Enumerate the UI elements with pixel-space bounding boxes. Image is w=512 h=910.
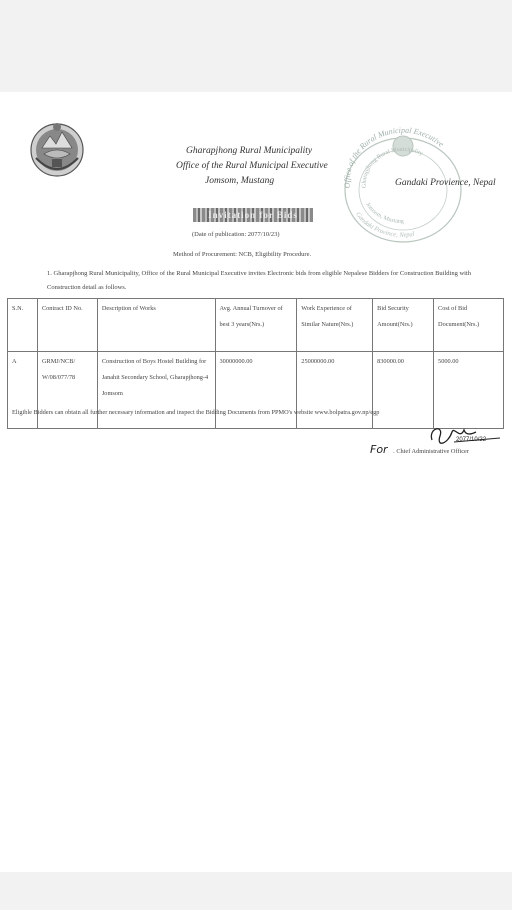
cell-sn: A	[8, 352, 38, 429]
viewer-top-bar	[0, 0, 512, 92]
publication-date: (Date of publication: 2077/10/23)	[192, 231, 280, 238]
viewer-bottom-bar	[0, 872, 512, 910]
province-name: Gandaki Provience, Nepal	[395, 178, 496, 188]
cell-bid-security: 830000.00	[373, 352, 434, 429]
signatory-title: . Chief Administrative Officer	[393, 448, 469, 455]
footer-note: Eligible Bidders can obtain all further necessary information and inspect the Bidding Documents from PPMO's website www.bolpatra.gov.np/egp	[12, 409, 380, 416]
stamp-bottom-text: Gandaki Province, Nepal	[354, 211, 415, 239]
table-header-row	[8, 299, 504, 352]
office-location: Jomsom, Mustang	[205, 176, 275, 186]
header-sn: S.N.	[8, 299, 38, 352]
header-experience: Work Experience of Similar Nature(Nrs.)	[297, 299, 373, 352]
procurement-method: Method of Procurement: NCB, Eligibility Procedure.	[173, 251, 312, 258]
header-bid-security: Bid Security Amount(Nrs.)	[373, 299, 434, 352]
nepal-emblem-icon	[28, 118, 86, 180]
notice-title: Invitation for Bids	[193, 208, 313, 222]
stamp-outer-text: Office of the Rural Municipal Executive	[342, 125, 446, 189]
municipality-name: Gharapjhong Rural Municipality	[186, 146, 313, 156]
cell-cost: 5000.00	[434, 352, 504, 429]
signature-date: 2077/10/22	[456, 437, 487, 443]
header-turnover: Avg. Annual Turnover of best 3 years(Nrs.)	[215, 299, 297, 352]
signatory-line	[370, 443, 469, 456]
cell-experience: 25000000.00	[297, 352, 373, 429]
cell-contract-id: GRMJ/NCB/ W/08/077/78	[37, 352, 97, 429]
invitation-paragraph: 1. Gharapjhong Rural Municipality, Office of the Rural Municipal Executive invites Electronic bids from eligible Nepalese Bidders for Construction Building with Construction detail as follows.	[47, 270, 472, 291]
header-contract-id: Contract ID No.	[37, 299, 97, 352]
cell-turnover: 30000000.00	[215, 352, 297, 429]
stamp-inner-text: Gharapjhong Rural Municipality	[361, 146, 424, 189]
document-page	[0, 92, 512, 872]
office-name: Office of the Rural Municipal Executive	[176, 161, 328, 171]
header-cost: Cost of Bid Document(Nrs.)	[434, 299, 504, 352]
header-description: Description of Works	[97, 299, 215, 352]
for-word: For	[370, 443, 388, 456]
stamp-lower-text: Jomsom, Mustang	[364, 201, 404, 225]
table-row	[8, 352, 504, 429]
cell-description: Construction of Boys Hostel Building for Janahit Secondary School, Gharapjhong-4 Jomsom	[97, 352, 215, 429]
svg-text:Jomsom, Mustang	[364, 202, 404, 225]
